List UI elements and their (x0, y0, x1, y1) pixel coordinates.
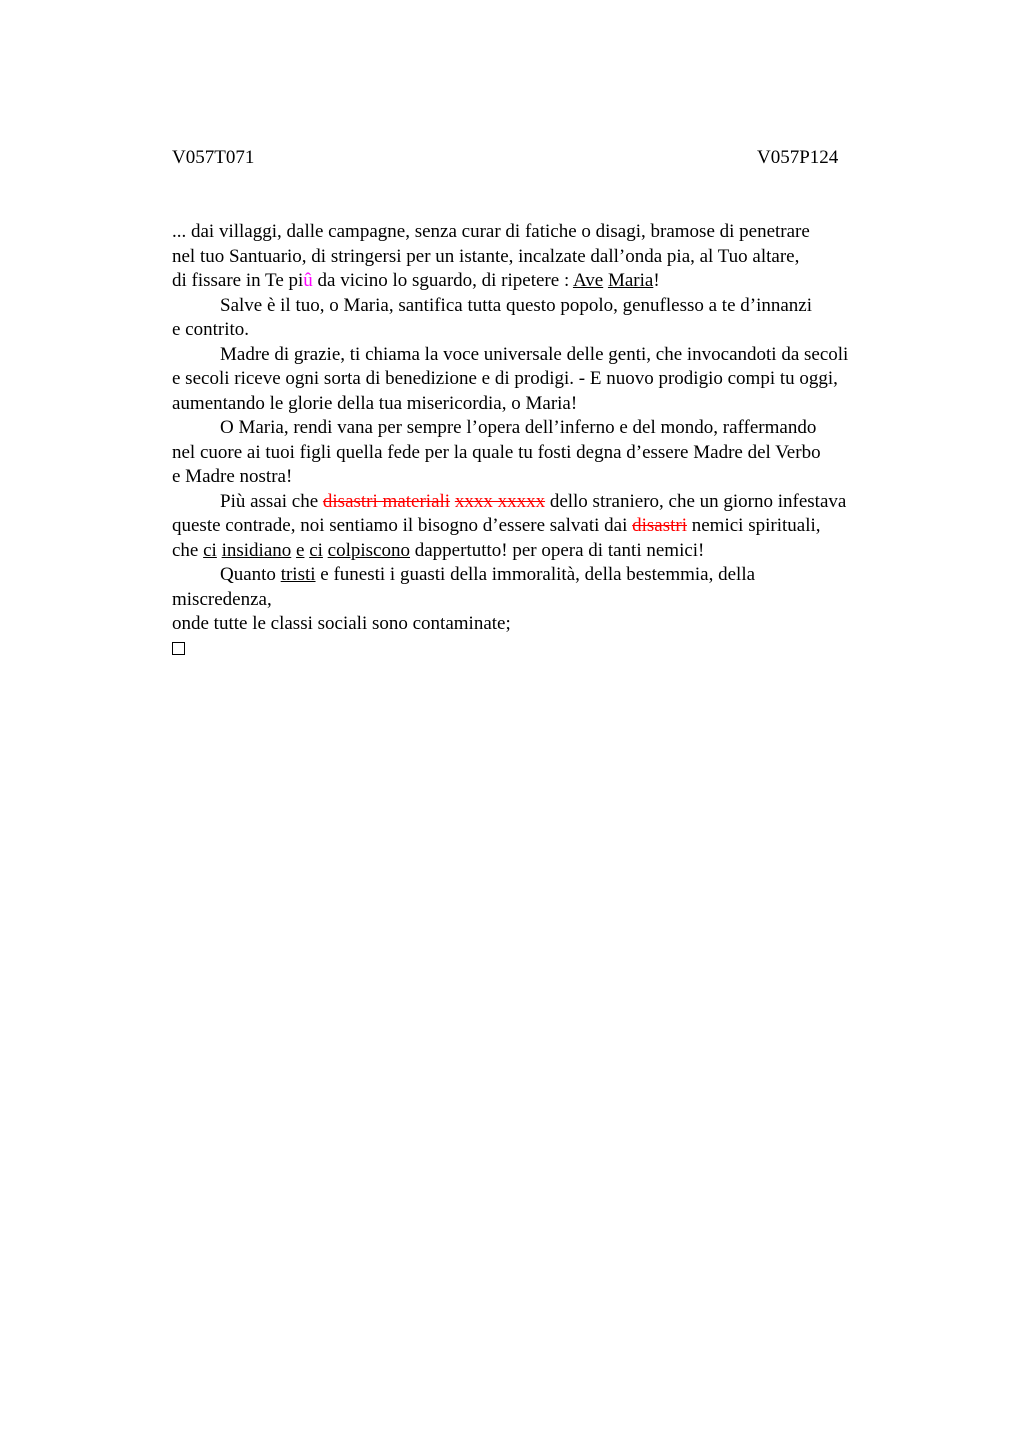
text-run: Quanto (220, 564, 281, 585)
text-line: e contrito. (172, 319, 250, 340)
underlined-word: colpiscono (327, 539, 410, 561)
header-right-code: V057P124 (757, 147, 839, 168)
paragraph-start-line: Madre di grazie, ti chiama la voce universale delle genti, che invocandoti da secoli (220, 343, 849, 365)
text-run: Più assai che (220, 490, 323, 512)
underlined-word: ci (203, 539, 217, 561)
empty-square-icon (172, 642, 185, 655)
text-run: dello straniero, che un giorno infestava (545, 490, 847, 512)
text-line (172, 539, 932, 564)
underlined-word: tristi (280, 564, 316, 585)
paragraph-start-line: O Maria, rendi vana per sempre l’opera dell’inferno e del mondo, raffermando (220, 417, 817, 438)
text-line: nel cuore ai tuoi figli quella fede per la quale tu fosti degna d’essere Madre del Verbo (172, 441, 821, 463)
text-run: dappertutto! per opera di tanti nemici! (410, 539, 705, 561)
underlined-word: Ave (572, 270, 604, 291)
text-run: e funesti i guasti della immoralità, della bestemmia, della (315, 564, 756, 585)
deleted-text: xxxx xxxxx (454, 490, 546, 512)
paragraph-start-line (172, 490, 932, 515)
underlined-word: ci (309, 539, 323, 561)
underlined-word: insidiano (221, 539, 292, 561)
transcription-body (172, 220, 932, 662)
text-run: che (172, 539, 204, 561)
text-run: di fissare in Te pi (172, 270, 304, 291)
text-line: miscredenza, (172, 588, 272, 610)
text-run: da vicino lo sguardo, di ripetere : (312, 270, 573, 291)
text-line (172, 269, 932, 294)
text-run: ! (653, 270, 660, 291)
underlined-word: Maria (607, 270, 654, 291)
text-run: queste contrade, noi sentiamo il bisogno d’essere salvati dai (172, 515, 633, 536)
deleted-text: disastri materiali (322, 490, 451, 512)
underlined-word: e (296, 539, 305, 561)
paragraph-start-line (172, 563, 932, 588)
text-line: e Madre nostra! (172, 466, 293, 487)
header-left-code: V057T071 (172, 147, 255, 168)
paragraph-start-line: Salve è il tuo, o Maria, santifica tutta questo popolo, genuflesso a te d’innanzi (220, 294, 813, 316)
text-line: onde tutte le classi sociali sono contaminate; (172, 613, 511, 634)
text-line: nel tuo Santuario, di stringersi per un istante, incalzate dall’onda pia, al Tuo altare, (172, 245, 800, 267)
text-run: nemici spirituali, (687, 515, 821, 536)
text-line: aumentando le glorie della tua misericordia, o Maria! (172, 392, 578, 414)
end-mark-line (172, 637, 932, 663)
text-line (172, 514, 932, 539)
text-line: ... dai villaggi, dalle campagne, senza curar di fatiche o disagi, bramose di penetrare (172, 221, 810, 242)
deleted-text: disastri (632, 515, 687, 536)
text-line: e secoli riceve ogni sorta di benedizione e di prodigi. - E nuovo prodigio compi tu oggi, (172, 368, 838, 389)
highlighted-character: û (303, 270, 313, 291)
